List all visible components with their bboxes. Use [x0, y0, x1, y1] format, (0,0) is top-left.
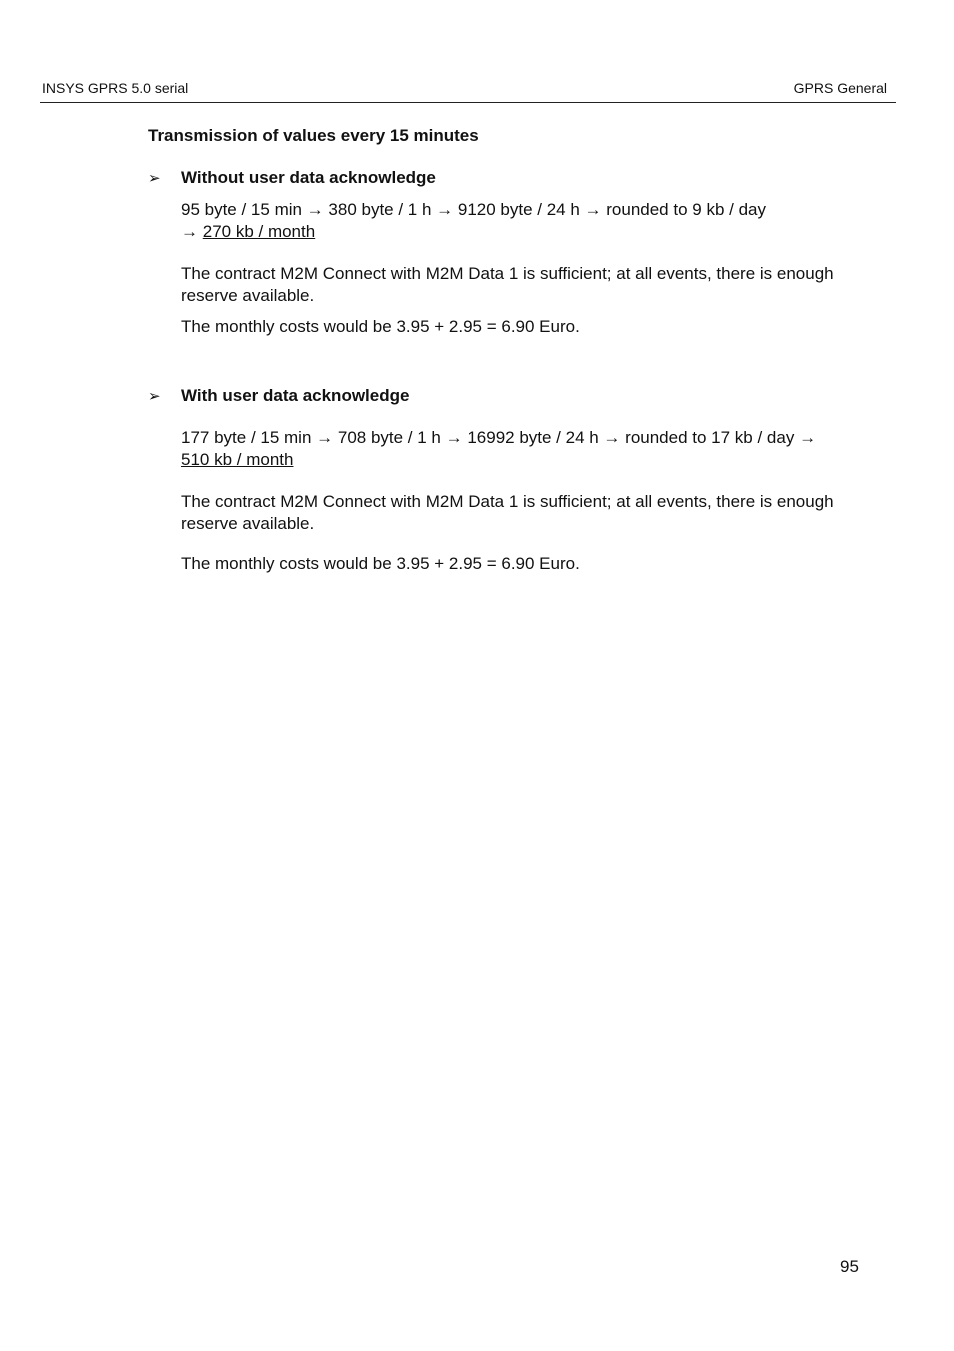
calculation-result: 510 kb / month: [181, 450, 294, 469]
header-document-title: INSYS GPRS 5.0 serial: [42, 80, 189, 96]
calculation-arrow: →: [181, 222, 203, 241]
calculation-with-ack: [181, 427, 836, 471]
bullet-heading: Without user data acknowledge: [181, 168, 436, 187]
header-chapter-title: GPRS General: [793, 80, 887, 96]
contract-note-with-ack: The contract M2M Connect with M2M Data 1 is sufficient; at all events, there is enough reserve available.: [181, 492, 834, 533]
bullet-arrow-icon: ➢: [148, 388, 161, 405]
bullet-arrow-icon: ➢: [148, 170, 161, 187]
bullet-without-ack: [148, 168, 436, 188]
calculation-arrow: →: [794, 428, 817, 447]
costs-note-with-ack: The monthly costs would be 3.95 + 2.95 = 6.90 Euro.: [181, 554, 580, 573]
contract-note-without-ack: The contract M2M Connect with M2M Data 1 is sufficient; at all events, there is enough reserve available.: [181, 264, 834, 305]
page-number: 95: [840, 1257, 859, 1276]
section-title: Transmission of values every 15 minutes: [148, 126, 479, 145]
bullet-with-ack: [148, 386, 409, 406]
calculation-result: 270 kb / month: [202, 222, 316, 241]
calculation-text: 177 byte / 15 min → 708 byte / 1 h → 16992 byte / 24 h → rounded to 17 kb / day: [181, 428, 795, 447]
costs-note-without-ack: The monthly costs would be 3.95 + 2.95 = 6.90 Euro.: [181, 317, 580, 336]
bullet-heading: With user data acknowledge: [181, 386, 410, 405]
page-header: [40, 78, 896, 103]
calculation-text: 95 byte / 15 min → 380 byte / 1 h → 9120 byte / 24 h → rounded to 9 kb / day: [181, 200, 766, 219]
calculation-without-ack: [181, 199, 841, 243]
